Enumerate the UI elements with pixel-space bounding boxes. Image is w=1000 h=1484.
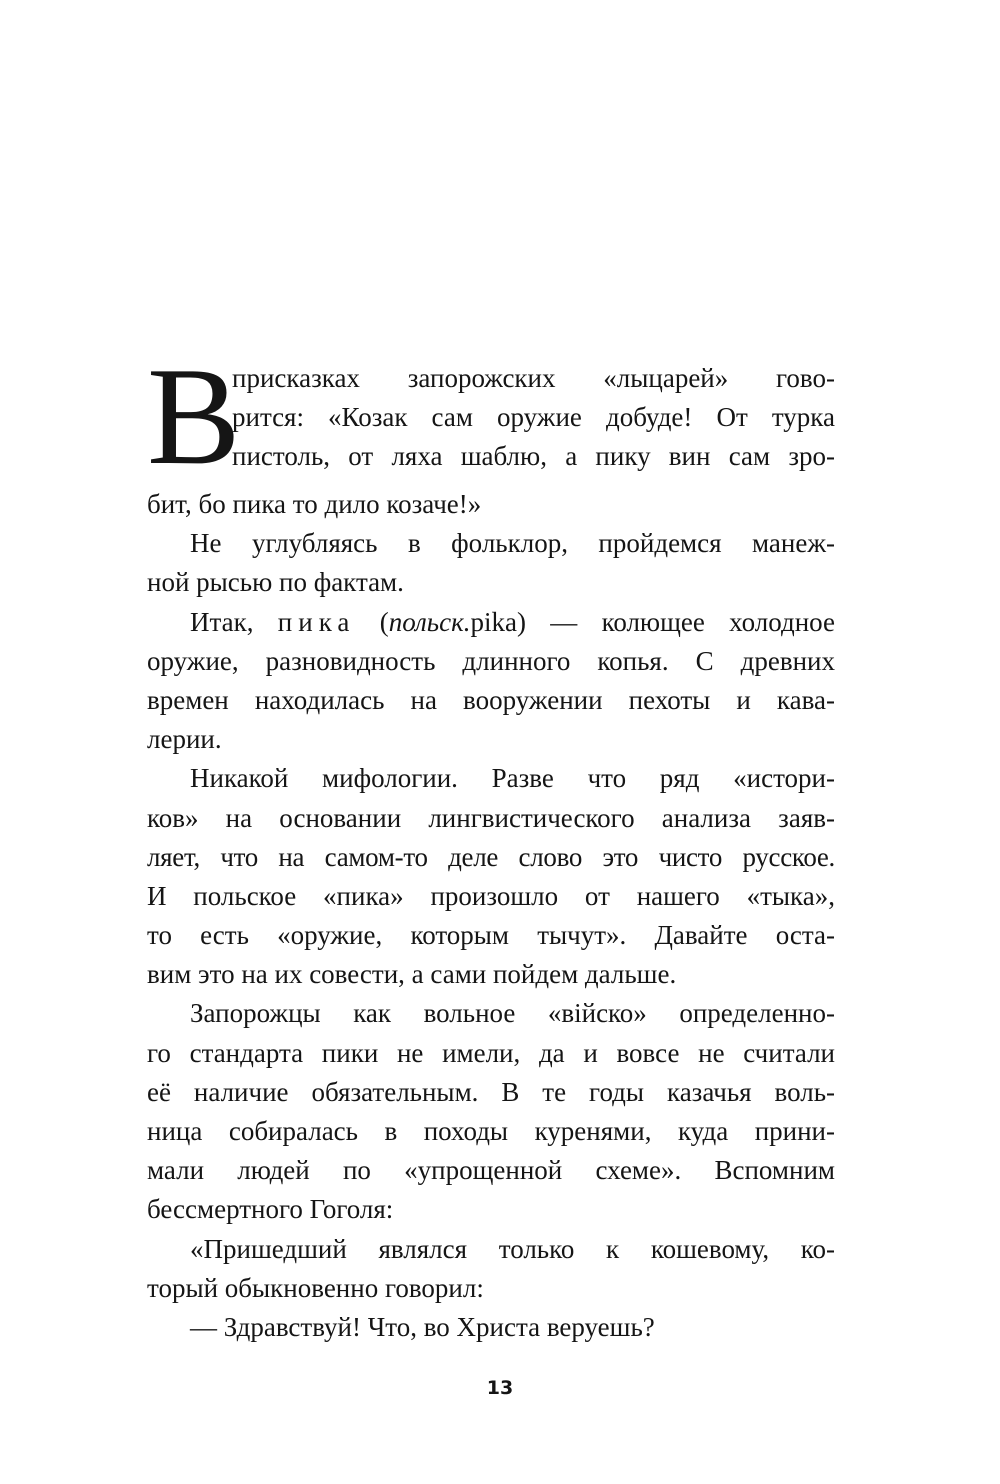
- text-line: то есть «оружие, которым тычут». Давайте оста-: [147, 920, 835, 951]
- text-line: лерии.: [147, 724, 222, 755]
- text-line: Никакой мифологии. Разве что ряд «истори-: [190, 763, 835, 794]
- italic-abbrev: польск.: [388, 606, 471, 637]
- text-line: [147, 603, 835, 642]
- text-line: рится: «Козак сам оружие добуде! От турка: [232, 402, 835, 433]
- text-line: Запорожцы как вольное «війско» определенно-: [190, 998, 835, 1029]
- text-line: ков» на основании лингвистического анализа заяв-: [147, 802, 835, 833]
- text-line: ляет, что на самом-то деле слово это чисто русское.: [147, 841, 835, 872]
- text-line: пистоль, от ляха шаблю, а пику вин сам зро-: [232, 441, 835, 472]
- text-line: «Пришедший являлся только к кошевому, ко-: [190, 1233, 835, 1264]
- text-line: — Здравствуй! Что, во Христа веруешь?: [190, 1311, 655, 1342]
- text-line: торый обыкновенно говорил:: [147, 1272, 484, 1303]
- text-line: мали людей по «упрощенной схеме». Вспомним: [147, 1155, 835, 1186]
- text-line: вим это на их совести, а сами пойдем дальше.: [147, 959, 677, 990]
- text-line: времен находилась на вооружении пехоты и кава-: [147, 684, 835, 715]
- text-fragment: pika) — колющее холодное: [470, 606, 835, 637]
- text-line: присказках запорожских «лыцарей» гово-: [232, 363, 835, 393]
- body-text: [147, 339, 835, 1347]
- text-line: ной рысью по фактам.: [147, 567, 404, 598]
- text-line: оружие, разновидность длинного копья. С древних: [147, 645, 835, 676]
- text-fragment: Итак,: [190, 606, 278, 637]
- text-line: её наличие обязательным. В те годы казачья воль-: [147, 1076, 835, 1107]
- text-line: бессмертного Гоголя:: [147, 1194, 394, 1225]
- text-line: ница собиралась в походы куренями, куда прини-: [147, 1116, 835, 1146]
- emphasized-term: пика: [277, 606, 356, 637]
- text-line: бит, бо пика то дило козаче!»: [147, 489, 482, 519]
- text-line: И польское «пика» произошло от нашего «тыка»,: [147, 880, 835, 911]
- text-fragment: (: [355, 606, 389, 637]
- drop-cap: В: [147, 339, 241, 494]
- text-line: го стандарта пики не имели, да и вовсе не считали: [147, 1037, 835, 1068]
- text-line: Не углубляясь в фольклор, пройдемся манеж-: [190, 528, 835, 559]
- page-number: 13: [486, 1377, 514, 1399]
